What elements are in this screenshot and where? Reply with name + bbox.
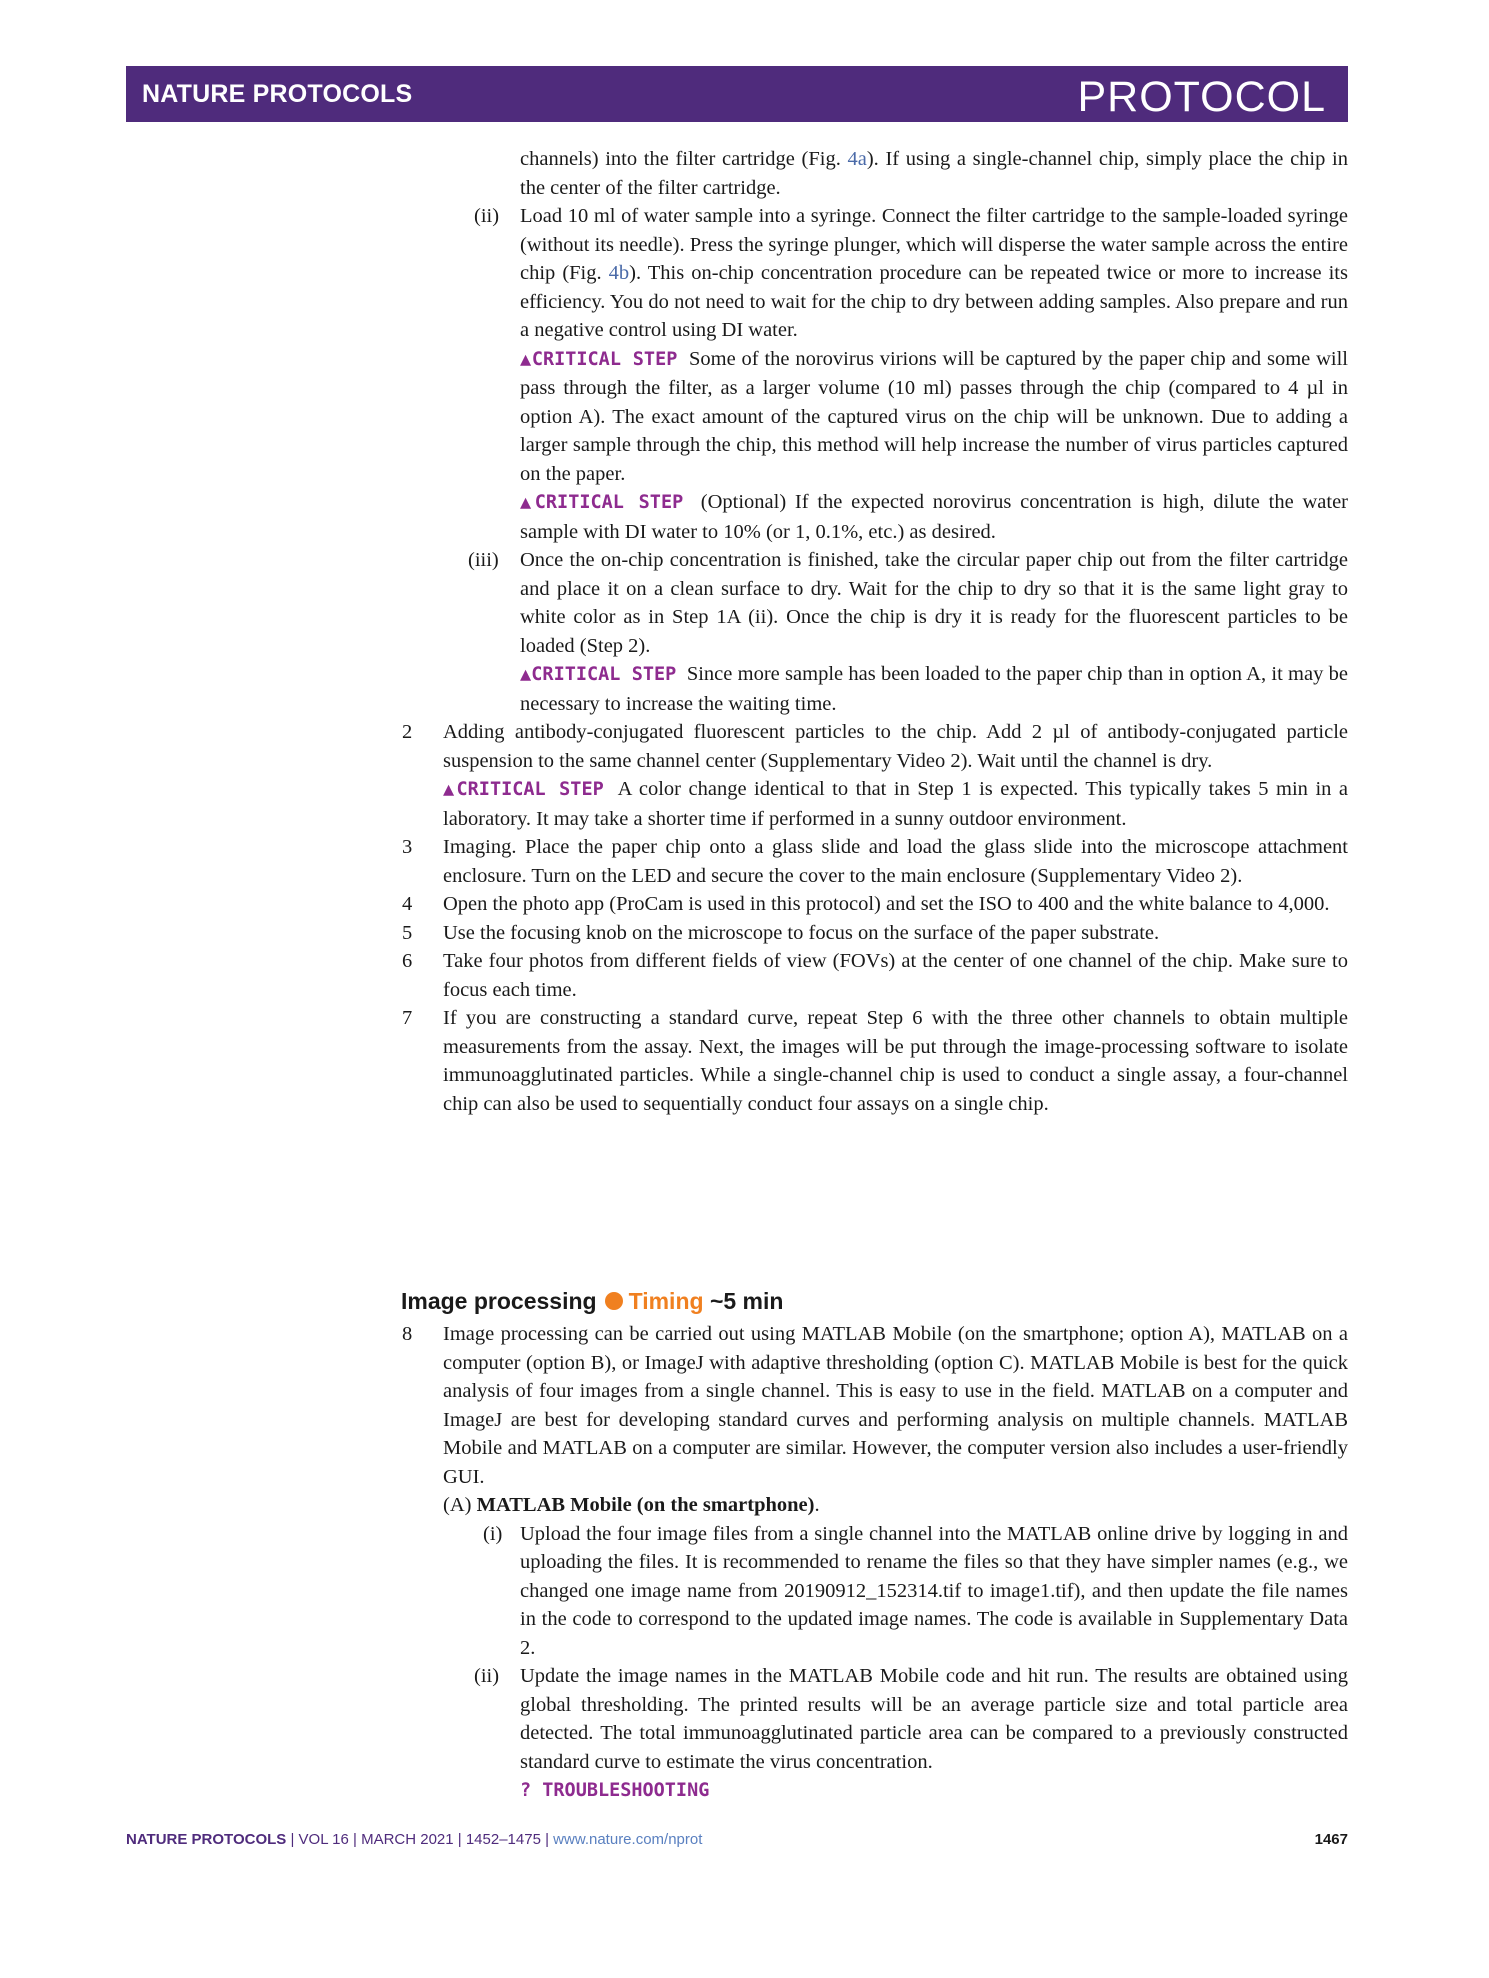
step-5: 5 Use the focusing knob on the microscope to focus on the surface of the paper substrate. xyxy=(443,919,1348,948)
article-type: PROTOCOL xyxy=(1077,72,1326,121)
step-7: 7 If you are constructing a standard curve, repeat Step 6 with the three other channels to obtain multiple measurements from the assay. Next, the images will be put through the image-processing software to isolate immunoagglutinated particles. While a single-channel chip is used to conduct a single assay, a four-channel chip can also be used to sequentially conduct four assays on a single chip. xyxy=(443,1004,1348,1118)
step-number: 5 xyxy=(402,921,413,944)
step-4: 4 Open the photo app (ProCam is used in this protocol) and set the ISO to 400 and the white balance to 4,000. xyxy=(443,890,1348,919)
critical-step-1: ▲CRITICAL STEP Some of the norovirus virions will be captured by the paper chip and some will pass through the filter, as a larger volume (10 ml) passes through the chip (compared to 4 µl in option A). The exact amount of the captured virus on the chip will be unknown. Due to adding a larger sample through the chip, this method will help increase the number of virus particles captured on the paper. xyxy=(520,347,1348,485)
step-1b-iii: (iii) Once the on-chip concentration is finished, take the circular paper chip out from the filter cartridge and place it on a clean surface to dry. Wait for the chip to dry so that it is the same light gray to white color as in Step 1A (ii). Once the chip is dry it is ready for the fluorescent particles to be loaded (Step 2). xyxy=(520,546,1348,660)
critical-step-label: ▲CRITICAL STEP xyxy=(520,348,678,370)
page-number: 1467 xyxy=(1314,1831,1348,1848)
footer-meta: VOL 16 | MARCH 2021 | 1452–1475 | xyxy=(298,1831,549,1848)
step-number: 8 xyxy=(402,1323,413,1345)
step-number: 4 xyxy=(402,893,413,915)
timing-duration: ~5 min xyxy=(709,1288,784,1314)
step-number: 3 xyxy=(402,836,413,858)
footer-journal: NATURE PROTOCOLS xyxy=(126,1831,287,1848)
critical-step-4: ▲CRITICAL STEP A color change identical to that in Step 1 is expected. This typically takes 5 min in a laboratory. It may take a shorter time if performed in a sunny outdoor environment. xyxy=(443,778,1349,830)
footer-citation: NATURE PROTOCOLS | VOL 16 | MARCH 2021 | 1452–1475 | www.nature.com/nprot xyxy=(126,1831,703,1848)
step-8a-i: (i) Upload the four image files from a single channel into the MATLAB online drive by logging in and uploading the files. It is recommended to rename the files so that they have simpler names (e.g., we changed one image name from 20190912_152314.tif to image1.tif), and then update the file names in the code to correspond to the updated image names. The code is available in Supplementary Data 2. xyxy=(520,1520,1348,1663)
journal-name: NATURE PROTOCOLS xyxy=(142,79,413,108)
step-2: 2 Adding antibody-conjugated fluorescent particles to the chip. Add 2 µl of antibody-conjugated particle suspension to the same channel center (Supplementary Video 2). Wait until the channel is dry. xyxy=(443,718,1348,775)
critical-step-label: ▲CRITICAL STEP xyxy=(520,664,677,685)
figure-link-4b[interactable]: 4b xyxy=(608,262,630,284)
protocol-body xyxy=(0,145,1489,1118)
step-3: 3 Imaging. Place the paper chip onto a glass slide and load the glass slide into the microscope attachment enclosure. Turn on the LED and secure the cover to the main enclosure (Supplementary Video 2). xyxy=(443,833,1348,890)
step-8: 8 Image processing can be carried out using MATLAB Mobile (on the smartphone; option A), MATLAB on a computer (option B), or ImageJ with adaptive thresholding (option C). MATLAB Mobile is best for the quick analysis of four images from a single channel. This is easy to use in the field. MATLAB on a computer and ImageJ are best for developing standard curves and performing analysis on multiple channels. MATLAB Mobile and MATLAB on a computer are similar. However, the computer version also includes a user-friendly GUI. xyxy=(443,1320,1348,1491)
step-number: 6 xyxy=(402,950,413,972)
footer-url[interactable]: www.nature.com/nprot xyxy=(553,1831,703,1848)
critical-step-3: ▲CRITICAL STEP Since more sample has been loaded to the paper chip than in option A, it may be necessary to increase the waiting time. xyxy=(520,663,1348,715)
option-a-heading: (A) MATLAB Mobile (on the smartphone). xyxy=(443,1494,820,1516)
step-1b-ii: (ii) Load 10 ml of water sample into a syringe. Connect the filter cartridge to the sample-loaded syringe (without its needle). Press the syringe plunger, which will disperse the water sample across the entire chip (Fig. 4b). This on-chip concentration procedure can be repeated twice or more to increase its efficiency. You do not need to wait for the chip to dry between adding samples. Also prepare and run a negative control using DI water. xyxy=(520,202,1348,345)
critical-step-label: ▲CRITICAL STEP xyxy=(520,492,684,513)
step-6: 6 Take four photos from different fields of view (FOVs) at the center of one channel of the chip. Make sure to focus each time. xyxy=(443,947,1348,1004)
troubleshooting-link-para xyxy=(520,1776,1348,1806)
image-processing-body xyxy=(0,1320,1489,1806)
step-label: (i) xyxy=(483,1522,503,1545)
step-8a-ii: (ii) Update the image names in the MATLAB Mobile code and hit run. The results are obtained using global thresholding. The printed results will be an average particle size and total particle area detected. The total immunoagglutinated particle area can be compared to a previously constructed standard curve to estimate the virus concentration. xyxy=(520,1662,1348,1776)
journal-header-bar xyxy=(126,66,1348,122)
option-label: (A) xyxy=(443,1494,472,1516)
critical-step-label: ▲CRITICAL STEP xyxy=(443,779,604,800)
troubleshooting-link[interactable]: ? TROUBLESHOOTING xyxy=(520,1780,710,1801)
step-label: (iii) xyxy=(468,549,499,571)
step-label: (ii) xyxy=(474,205,500,227)
timing-label: Timing xyxy=(628,1288,704,1314)
option-title: MATLAB Mobile (on the smartphone) xyxy=(476,1494,815,1516)
page-footer xyxy=(126,1831,1348,1848)
step-1b-i-continuation: channels) into the filter cartridge (Fig. 4a). If using a single-channel chip, simply place the chip in the center of the filter cartridge. xyxy=(520,148,1348,199)
step-label: (ii) xyxy=(474,1665,500,1687)
step-number: 2 xyxy=(402,721,413,743)
critical-step-2: ▲CRITICAL STEP (Optional) If the expected norovirus concentration is high, dilute the water sample with DI water to 10% (or 1, 0.1%, etc.) as desired. xyxy=(520,491,1348,543)
timing-dot-icon xyxy=(605,1292,623,1310)
section-title: Image processing xyxy=(401,1288,597,1314)
step-number: 7 xyxy=(402,1007,413,1029)
section-heading-image-processing xyxy=(401,1288,783,1315)
figure-link-4a[interactable]: 4a xyxy=(847,148,867,170)
